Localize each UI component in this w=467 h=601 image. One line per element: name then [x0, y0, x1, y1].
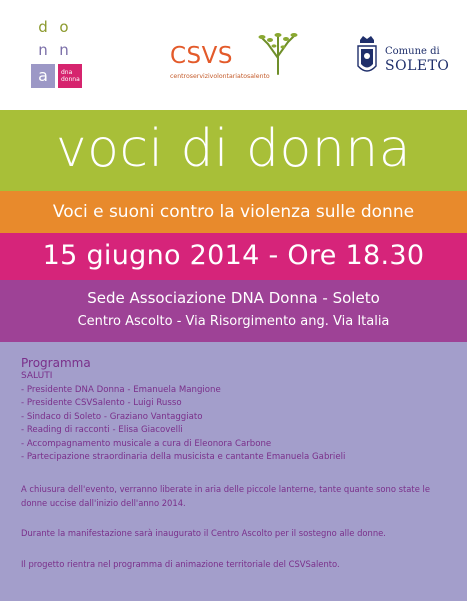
csvs-logo	[170, 30, 305, 82]
list-item: - Presidente CSVSalento - Luigi Russo	[21, 398, 182, 409]
page-title: voci di donna	[55, 119, 412, 179]
date-band	[0, 233, 467, 280]
soleto-name: SOLETO	[385, 58, 450, 74]
list-item: - Accompagnamento musicale a cura di Eleonora Carbone	[21, 438, 272, 449]
dna-donna-logo	[30, 15, 84, 91]
venue-name: Sede Associazione DNA Donna - Soleto	[87, 289, 380, 307]
logo-letter-d: d	[38, 18, 48, 36]
program-band	[0, 342, 467, 601]
subtitle: Voci e suoni contro la violenza sulle donne	[52, 202, 415, 222]
logo-letter-a: a	[31, 64, 55, 88]
comune-label: Comune di	[385, 46, 440, 57]
list-item: - Presidente DNA Donna - Emanuela Mangione	[21, 385, 221, 395]
project-paragraph: Il progetto rientra nel programma di animazione territoriale del CSVSalento.	[21, 559, 340, 570]
program-heading: Programma	[21, 356, 91, 370]
program-section	[21, 356, 451, 571]
logo-letter-n: n	[38, 41, 48, 59]
logo-tag: dna donna	[58, 64, 82, 88]
logo-letter-o: o	[59, 18, 69, 36]
inauguration-paragraph: Durante la manifestazione sarà inaugurato il Centro Ascolto per il sostegno alle donne.	[21, 528, 386, 539]
saluti-label: SALUTI	[21, 371, 53, 381]
event-date: 15 giugno 2014 - Ore 18.30	[42, 240, 425, 271]
crest-icon	[356, 34, 378, 78]
tree-icon	[256, 30, 300, 76]
csvs-subtitle: centroservizivolontariatosalento	[170, 73, 270, 80]
venue-band	[0, 280, 467, 342]
comune-soleto-logo	[356, 34, 456, 78]
csvs-wordmark: CSVS	[170, 43, 233, 69]
program-list	[21, 384, 451, 464]
title-band	[0, 110, 467, 191]
list-item: - Partecipazione straordinaria della musicista e cantante Emanuela Gabrieli	[21, 452, 346, 463]
list-item: - Sindaco di Soleto - Graziano Vantaggiato	[21, 411, 203, 422]
logo-letter-n: n	[59, 41, 69, 59]
subtitle-band	[0, 191, 467, 233]
closing-paragraph: A chiusura dell'evento, verranno liberate in aria delle piccole lanterne, tante quante sono state le donne uccise dall'inizio dell'anno 2014.	[21, 484, 431, 509]
venue-address: Centro Ascolto - Via Risorgimento ang. Via Italia	[77, 314, 390, 329]
list-item: - Reading di racconti - Elisa Giacovelli	[21, 425, 183, 436]
